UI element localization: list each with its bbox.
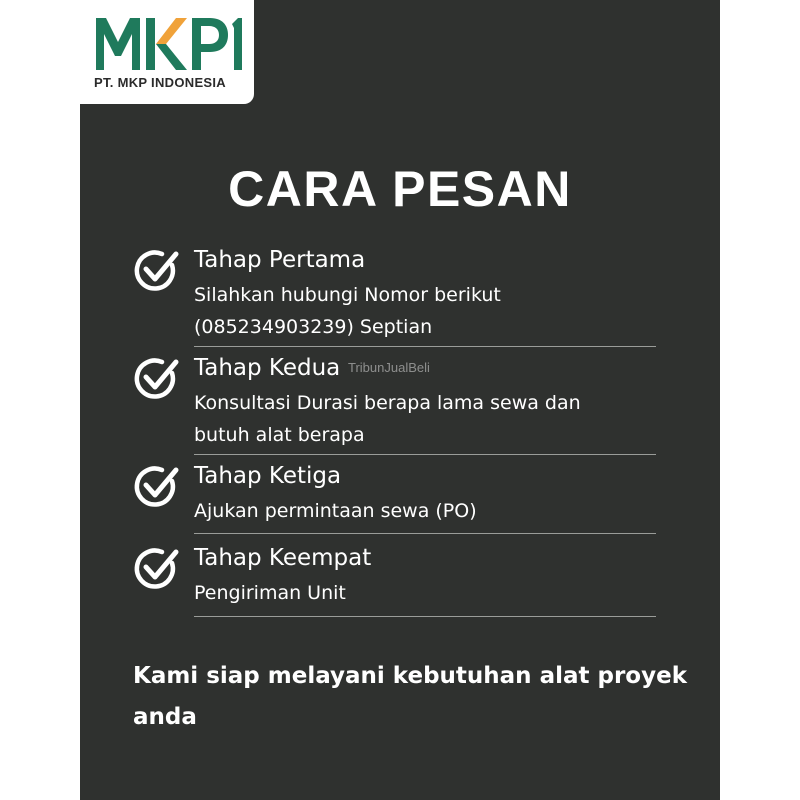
step-description: Silahkan hubungi Nomor berikut (085234903239) Septian [194, 284, 501, 338]
divider [194, 346, 656, 347]
step-item [132, 247, 656, 343]
check-circle-icon [132, 355, 180, 403]
mkpi-logo-mark [94, 12, 244, 72]
step-title: Tahap Keempat [194, 545, 372, 571]
divider [194, 533, 656, 534]
step-description: Konsultasi Durasi berapa lama sewa dan butuh alat berapa [194, 392, 581, 446]
step-item [132, 463, 656, 533]
divider [194, 454, 656, 455]
page-title: CARA PESAN [228, 161, 572, 217]
watermark: TribunJualBeli [348, 360, 430, 375]
company-name: PT. MKP INDONESIA [94, 75, 226, 90]
company-logo [80, 0, 254, 104]
step-title: Tahap Ketiga [194, 463, 342, 489]
divider [194, 616, 656, 617]
check-circle-icon [132, 463, 180, 511]
step-description: Pengiriman Unit [194, 582, 346, 604]
step-title: Tahap Kedua [194, 355, 341, 381]
step-description: Ajukan permintaan sewa (PO) [194, 500, 477, 522]
footer-text: Kami siap melayani kebutuhan alat proyek anda [133, 663, 687, 730]
check-circle-icon [132, 247, 180, 295]
step-title: Tahap Pertama [194, 247, 366, 273]
check-circle-icon [132, 545, 180, 593]
step-item [132, 545, 656, 615]
